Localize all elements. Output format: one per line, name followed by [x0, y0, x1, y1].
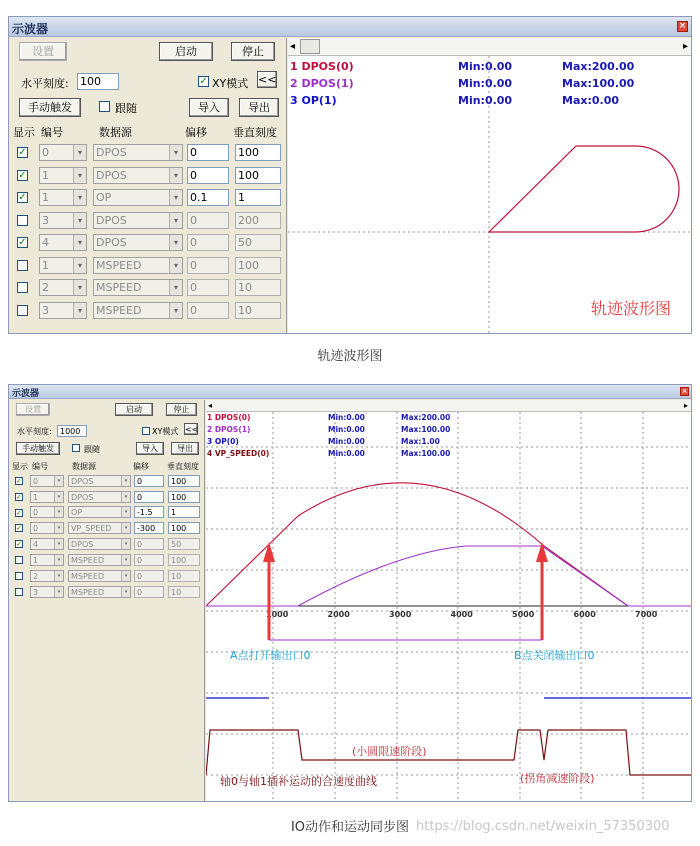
row-scale-input[interactable]: 100: [235, 257, 281, 274]
x-tick-label: 5000: [512, 610, 535, 619]
chevron-down-icon[interactable]: ▾: [169, 235, 182, 250]
x-tick-label: 1000: [266, 610, 289, 619]
row-id-select[interactable]: [30, 538, 64, 550]
horizontal-scrollbar[interactable]: [288, 38, 691, 56]
window-title: 示波器: [12, 22, 49, 36]
column-header: 显示: [13, 126, 35, 139]
row-source-select[interactable]: [93, 212, 183, 229]
stop-button[interactable]: 停止: [166, 403, 197, 416]
chevron-down-icon[interactable]: ▾: [54, 587, 63, 597]
chevron-down-icon[interactable]: ▾: [54, 555, 63, 565]
row-show-checkbox[interactable]: [17, 282, 28, 293]
row-source-value: DPOS: [96, 169, 127, 182]
row-show-checkbox[interactable]: [17, 215, 28, 226]
hscale-label: 水平刻度:: [21, 77, 69, 90]
legend-min-value: Min:0.00: [328, 437, 365, 446]
chevron-down-icon[interactable]: ▾: [54, 571, 63, 581]
row-show-checkbox[interactable]: [15, 556, 23, 564]
row-show-checkbox[interactable]: ✓: [18, 237, 27, 248]
row-source-select[interactable]: [93, 302, 183, 319]
chevron-down-icon[interactable]: ▾: [121, 587, 130, 597]
chevron-down-icon[interactable]: ▾: [73, 303, 86, 318]
row-id-select[interactable]: [30, 506, 64, 518]
column-header: 显示: [12, 462, 28, 471]
legend-max-value: Max:100.00: [401, 449, 451, 458]
chevron-down-icon[interactable]: ▾: [73, 280, 86, 295]
window-titlebar: [9, 17, 691, 37]
xy-mode-checkbox[interactable]: [142, 427, 150, 435]
start-button[interactable]: 启动: [159, 42, 213, 61]
chevron-down-icon[interactable]: ▾: [169, 303, 182, 318]
chevron-down-icon[interactable]: ▾: [169, 190, 182, 205]
row-id-select[interactable]: [39, 279, 87, 296]
row-source-select[interactable]: [93, 189, 183, 206]
row-source-value: MSPEED: [96, 304, 142, 317]
row-id-value: 0: [42, 146, 49, 159]
row-id-value: 2: [42, 281, 49, 294]
io-motion-sync-chart: [206, 412, 692, 802]
row-source-select[interactable]: [68, 554, 131, 566]
row-offset-input[interactable]: 0: [187, 234, 229, 251]
caption-trajectory: 轨迹波形图: [317, 349, 383, 364]
x-tick-label: 3000: [389, 610, 412, 619]
chevron-down-icon[interactable]: ▾: [121, 571, 130, 581]
arrow-b-head: [536, 542, 548, 562]
row-show-checkbox[interactable]: [15, 588, 23, 596]
row-id-value: 1: [42, 169, 49, 182]
row-source-select[interactable]: [93, 144, 183, 161]
row-source-select[interactable]: [68, 538, 131, 550]
column-header: 垂直刻度: [233, 126, 277, 139]
row-scale-input[interactable]: 1: [168, 506, 200, 518]
row-show-checkbox[interactable]: [17, 305, 28, 316]
row-scale-input[interactable]: 50: [235, 234, 281, 251]
column-header: 编号: [32, 462, 48, 471]
row-show-checkbox[interactable]: ✓: [16, 509, 22, 517]
xy-trajectory-path: [489, 146, 679, 232]
row-source-value: MSPEED: [71, 572, 105, 581]
row-id-value: 3: [42, 214, 49, 227]
row-id-select[interactable]: [30, 570, 64, 582]
row-source-select[interactable]: [68, 570, 131, 582]
row-source-select[interactable]: [68, 506, 131, 518]
row-id-select[interactable]: [39, 212, 87, 229]
chevron-down-icon[interactable]: ▾: [121, 555, 130, 565]
row-offset-input[interactable]: 0: [134, 538, 164, 550]
chevron-down-icon[interactable]: ▾: [169, 168, 182, 183]
dpos0-trace: [206, 483, 692, 606]
row-id-select[interactable]: [30, 586, 64, 598]
xy-trajectory-chart: [288, 56, 692, 334]
row-scale-input[interactable]: 100: [168, 522, 200, 534]
scroll-right-icon[interactable]: ▸: [683, 401, 688, 410]
manual-trigger-button[interactable]: 手动触发: [19, 98, 81, 117]
row-id-value: 3: [33, 588, 39, 597]
legend-max-value: Max:1.00: [401, 437, 440, 446]
column-header: 数据源: [72, 462, 96, 471]
xy-mode-checkbox[interactable]: ✓: [199, 76, 208, 87]
legend-min-value: Min:0.00: [458, 77, 513, 90]
chevron-down-icon[interactable]: ▾: [169, 145, 182, 160]
legend-max-value: Max:100.00: [401, 425, 451, 434]
row-id-value: 1: [33, 556, 39, 565]
chevron-down-icon[interactable]: ▾: [121, 523, 130, 533]
row-id-value: 1: [42, 259, 49, 272]
stop-button[interactable]: 停止: [231, 42, 275, 61]
import-button[interactable]: 导入: [136, 442, 164, 455]
follow-checkbox[interactable]: [99, 101, 110, 112]
vp-speed-trace: [206, 730, 692, 775]
config-panel: [9, 400, 205, 802]
chevron-down-icon[interactable]: ▾: [73, 235, 86, 250]
chevron-down-icon[interactable]: ▾: [54, 492, 63, 502]
import-button[interactable]: 导入: [189, 98, 229, 117]
row-show-checkbox[interactable]: ✓: [18, 147, 27, 158]
chevron-down-icon[interactable]: ▾: [73, 168, 86, 183]
scroll-left-icon[interactable]: ◂: [208, 401, 213, 410]
row-offset-input[interactable]: 0: [187, 144, 229, 161]
row-source-value: VP_SPEED: [71, 524, 112, 533]
row-scale-input[interactable]: 100: [235, 144, 281, 161]
row-scale-input[interactable]: 200: [235, 212, 281, 229]
row-id-select[interactable]: [39, 144, 87, 161]
chevron-down-icon[interactable]: ▾: [169, 280, 182, 295]
row-source-value: DPOS: [96, 236, 127, 249]
xy-mode-label: XY模式: [152, 427, 179, 436]
row-id-value: 0: [33, 508, 39, 517]
legend-series-name: 3 OP(1): [290, 94, 337, 107]
row-offset-input[interactable]: 0: [134, 554, 164, 566]
chevron-down-icon[interactable]: ▾: [73, 190, 86, 205]
row-scale-input[interactable]: 100: [168, 491, 200, 503]
row-offset-input[interactable]: 0: [187, 167, 229, 184]
export-button[interactable]: 导出: [239, 98, 279, 117]
row-id-value: 1: [42, 191, 49, 204]
row-offset-input[interactable]: 0: [187, 279, 229, 296]
row-show-checkbox[interactable]: [17, 260, 28, 271]
chevron-down-icon[interactable]: ▾: [54, 539, 63, 549]
row-source-select[interactable]: [68, 586, 131, 598]
xy-plot-area: [288, 56, 691, 334]
chevron-down-icon[interactable]: ▾: [73, 258, 86, 273]
row-id-select[interactable]: [30, 522, 64, 534]
manual-trigger-button[interactable]: 手动触发: [16, 442, 60, 455]
chevron-down-icon[interactable]: ▾: [121, 539, 130, 549]
dpos1-trace: [206, 546, 692, 606]
horizontal-scrollbar[interactable]: [206, 400, 691, 412]
row-id-value: 1: [33, 493, 39, 502]
caption-io-sync: IO动作和运动同步图: [290, 820, 410, 835]
row-source-value: OP: [96, 191, 112, 204]
chevron-down-icon[interactable]: ▾: [54, 523, 63, 533]
follow-checkbox[interactable]: [72, 444, 80, 452]
annotation-a-point: A点打开输出口0: [230, 649, 311, 662]
row-source-value: MSPEED: [96, 259, 142, 272]
chevron-down-icon[interactable]: ▾: [54, 476, 63, 486]
x-tick-label: 6000: [573, 610, 596, 619]
row-scale-input[interactable]: 100: [235, 167, 281, 184]
annotation-small-arc: (小圆限速阶段): [352, 745, 427, 758]
column-header: 编号: [41, 126, 63, 139]
row-id-value: 2: [33, 572, 39, 581]
legend-max-value: Max:100.00: [562, 77, 635, 90]
row-offset-input[interactable]: 0: [187, 257, 229, 274]
column-header: 垂直刻度: [167, 462, 199, 471]
row-source-select[interactable]: [93, 167, 183, 184]
setup-button[interactable]: 设置: [16, 403, 50, 416]
scroll-thumb[interactable]: [300, 39, 320, 54]
trajectory-annotation: 轨迹波形图: [591, 299, 672, 318]
xy-mode-label: XY模式: [212, 77, 249, 90]
column-header: 数据源: [99, 126, 132, 139]
row-offset-input[interactable]: 0.1: [187, 189, 229, 206]
row-offset-input[interactable]: 0: [134, 491, 164, 503]
annotation-curve: 轴0与轴1插补运动的合速度曲线: [220, 775, 377, 788]
scroll-left-icon[interactable]: ◂: [290, 41, 296, 52]
row-offset-input[interactable]: 0: [187, 212, 229, 229]
row-id-select[interactable]: [39, 234, 87, 251]
legend-min-value: Min:0.00: [328, 449, 365, 458]
row-show-checkbox[interactable]: ✓: [18, 170, 27, 181]
legend-min-value: Min:0.00: [328, 425, 365, 434]
row-scale-input[interactable]: 10: [168, 586, 200, 598]
window-title: 示波器: [12, 389, 40, 399]
row-offset-input[interactable]: -1.5: [134, 506, 164, 518]
setup-button[interactable]: 设置: [19, 42, 67, 61]
legend-series-name: 2 DPOS(1): [290, 77, 354, 90]
row-id-value: 0: [33, 477, 39, 486]
row-scale-input[interactable]: 10: [168, 570, 200, 582]
chevron-down-icon[interactable]: ▾: [73, 213, 86, 228]
follow-label: 跟随: [84, 445, 100, 454]
row-show-checkbox[interactable]: ✓: [16, 493, 22, 501]
collapse-button[interactable]: <<: [258, 73, 277, 86]
oscilloscope-window-1: [8, 16, 692, 334]
legend-min-value: Min:0.00: [458, 94, 513, 107]
hscale-label: 水平刻度:: [17, 427, 52, 436]
hscale-input[interactable]: 100: [77, 73, 119, 90]
row-scale-input[interactable]: 100: [168, 554, 200, 566]
row-source-select[interactable]: [93, 279, 183, 296]
annotation-corner: (拐角减速阶段): [520, 772, 595, 785]
oscilloscope-window-2: [8, 384, 692, 802]
row-source-value: DPOS: [71, 477, 94, 486]
row-source-value: DPOS: [71, 493, 94, 502]
chevron-down-icon[interactable]: ▾: [73, 145, 86, 160]
row-id-select[interactable]: [39, 167, 87, 184]
chevron-down-icon[interactable]: ▾: [169, 258, 182, 273]
row-id-value: 3: [42, 304, 49, 317]
close-icon[interactable]: ×: [678, 21, 687, 31]
row-source-select[interactable]: [68, 522, 131, 534]
export-button[interactable]: 导出: [171, 442, 199, 455]
legend-series-name: 2 DPOS(1): [207, 425, 251, 434]
watermark: https://blog.csdn.net/weixin_57350300: [416, 819, 670, 834]
row-offset-input[interactable]: -300: [134, 522, 164, 534]
row-id-value: 4: [33, 540, 39, 549]
row-source-value: MSPEED: [71, 556, 105, 565]
chevron-down-icon[interactable]: ▾: [121, 476, 130, 486]
row-id-select[interactable]: [39, 302, 87, 319]
row-source-select[interactable]: [93, 257, 183, 274]
legend-max-value: Max:200.00: [562, 60, 635, 73]
close-icon[interactable]: ×: [681, 387, 688, 395]
row-id-select[interactable]: [30, 475, 64, 487]
row-source-value: DPOS: [96, 214, 127, 227]
config-panel: [9, 38, 287, 334]
legend-series-name: 4 VP_SPEED(0): [207, 449, 270, 458]
chevron-down-icon[interactable]: ▾: [121, 492, 130, 502]
row-show-checkbox[interactable]: ✓: [16, 540, 22, 548]
row-show-checkbox[interactable]: ✓: [18, 192, 27, 203]
x-tick-label: 7000: [635, 610, 658, 619]
row-id-value: 0: [33, 524, 39, 533]
row-source-value: MSPEED: [71, 588, 105, 597]
row-source-select[interactable]: [68, 475, 131, 487]
row-source-select[interactable]: [68, 491, 131, 503]
column-header: 偏移: [185, 126, 207, 139]
row-scale-input[interactable]: 10: [235, 302, 281, 319]
row-show-checkbox[interactable]: ✓: [16, 524, 22, 532]
row-id-select[interactable]: [39, 189, 87, 206]
row-offset-input[interactable]: 0: [134, 586, 164, 598]
row-source-value: MSPEED: [96, 281, 142, 294]
legend-min-value: Min:0.00: [458, 60, 513, 73]
hscale-input[interactable]: 1000: [57, 425, 87, 437]
x-tick-label: 4000: [450, 610, 473, 619]
row-id-select[interactable]: [30, 554, 64, 566]
time-plot-area: [206, 412, 691, 802]
legend-max-value: Max:0.00: [562, 94, 620, 107]
scroll-right-icon[interactable]: ▸: [682, 41, 688, 52]
row-offset-input[interactable]: 0: [134, 570, 164, 582]
row-source-value: OP: [71, 508, 83, 517]
row-id-select[interactable]: [30, 491, 64, 503]
row-scale-input[interactable]: 50: [168, 538, 200, 550]
row-id-select[interactable]: [39, 257, 87, 274]
row-show-checkbox[interactable]: [15, 572, 23, 580]
legend-series-name: 1 DPOS(0): [290, 60, 354, 73]
row-source-value: DPOS: [71, 540, 94, 549]
follow-label: 跟随: [115, 102, 137, 115]
legend-max-value: Max:200.00: [401, 413, 451, 422]
start-button[interactable]: 启动: [115, 403, 153, 416]
legend-series-name: 3 OP(0): [207, 437, 239, 446]
row-offset-input[interactable]: 0: [187, 302, 229, 319]
row-show-checkbox[interactable]: ✓: [16, 477, 22, 485]
legend-series-name: 1 DPOS(0): [207, 413, 251, 422]
row-source-select[interactable]: [93, 234, 183, 251]
row-scale-input[interactable]: 10: [235, 279, 281, 296]
column-header: 偏移: [133, 462, 149, 471]
x-tick-label: 2000: [327, 610, 350, 619]
row-source-value: DPOS: [96, 146, 127, 159]
collapse-button[interactable]: <<: [185, 425, 199, 434]
window-titlebar: [9, 385, 691, 399]
legend-min-value: Min:0.00: [328, 413, 365, 422]
chevron-down-icon[interactable]: ▾: [54, 507, 63, 517]
chevron-down-icon[interactable]: ▾: [169, 213, 182, 228]
annotation-b-point: B点关闭输出口0: [514, 649, 595, 662]
row-scale-input[interactable]: 1: [235, 189, 281, 206]
row-id-value: 4: [42, 236, 49, 249]
row-offset-input[interactable]: 0: [134, 475, 164, 487]
chevron-down-icon[interactable]: ▾: [121, 507, 130, 517]
row-scale-input[interactable]: 100: [168, 475, 200, 487]
